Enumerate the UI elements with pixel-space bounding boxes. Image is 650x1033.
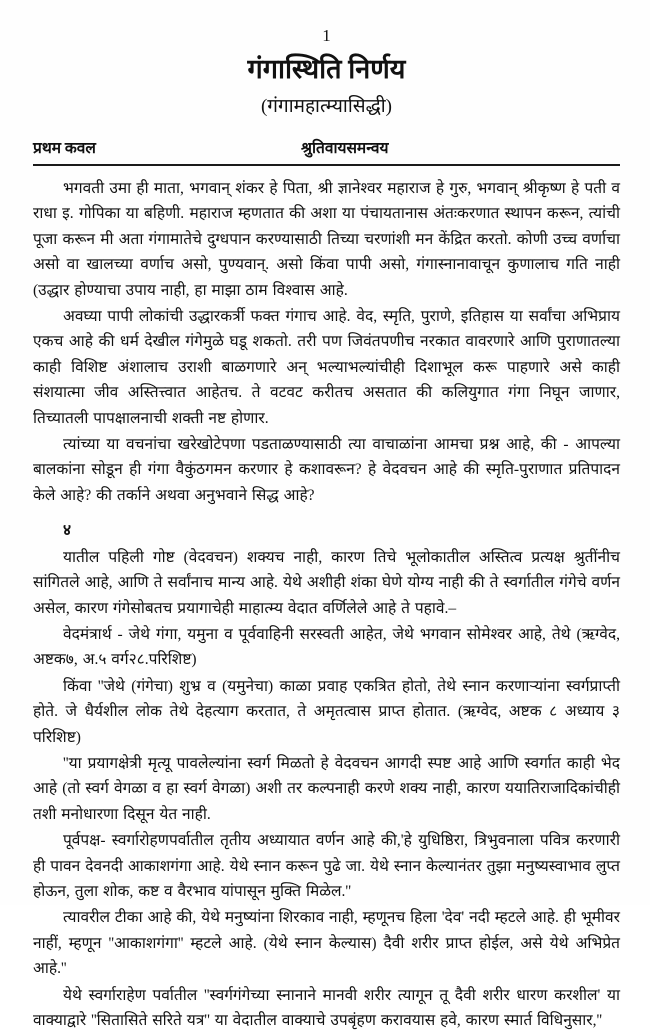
paragraph: किंवा ''जेथे (गंगेचा) शुभ्र व (यमुनेचा) काळा प्रवाह एकत्रित होतो, तेथे स्नान करणाऱ्यांना स्वर्गप्राप्ती होते. जे धैर्यशील लोक तेथे देहत्याग करतात, ते अमृतत्वास प्राप्त होतात. (ऋग्वेद, अष्टक ८ अध्याय ३ परिशिष्ट) bbox=[33, 677, 620, 746]
body-text bbox=[33, 176, 620, 1033]
paragraph: त्यांच्या या वचनांचा खरेखोटेपणा पडताळण्यासाठी त्या वाचाळांना आमचा प्रश्न आहे, की - आपल्या बालकांना सोडून ही गंगा वैकुंठगमन करणार हे कशावरून? हे वेदवचन आहे की स्मृति-पुराणात प्रतिपादन केले आहे? की तर्काने अथवा अनुभवाने सिद्ध आहे? bbox=[33, 436, 620, 504]
paragraph: वेदमंत्रार्थ - जेथे गंगा, यमुना व पूर्ववाहिनी सरस्वती आहेत, जेथे भगवान सोमेश्वर आहे, तेथे (ऋग्वेद, अष्टक७, अ.५ वर्ग२८.परिशिष्ट) bbox=[33, 625, 620, 669]
running-head bbox=[33, 136, 620, 158]
paragraph: येथे स्वर्गाराहेण पर्वातील ''स्वर्गगंगेच्या स्नानाने मानवी शरीर त्यागून तू दैवी शरीर धारण करशील' या वाक्याद्वारे ''सितासिते सरिते यत्र'' या वेदातील वाक्याचे उपबृंहण करावयास हवे, कारण स्मार्त विधिनुसार,'' bbox=[33, 986, 620, 1029]
section-number-marker: ४ bbox=[63, 522, 72, 540]
paragraph: भगवती उमा ही माता, भगवान् शंकर हे पिता, श्री ज्ञानेश्वर महाराज हे गुरु, भगवान् श्रीकृष्ण हे पती व राधा इ. गोपिका या बहिणी. महाराज म्हणतात की अशा या पंचायतानास अंतःकरणात स्थापन करून, त्यांची पूजा करून मी अता गंगामातेचे दुग्धपान करण्यासाठी तिच्या चरणांशी मन केंद्रित करतो. कोणी उच्च वर्णाचा असो वा खालच्या वर्णाच असो, पुण्यवान्. असो किंवा पापी असो, गंगास्नानावाचून कुणालाच गति नाही (उद्धार होण्याचा उपाय नाही, हा माझा ठाम विश्वास आहे. bbox=[33, 180, 620, 299]
paragraph: यातील पहिली गोष्ट (वेदवचन) शक्यच नाही, कारण तिचे भूलोकातील अस्तित्व प्रत्यक्ष श्रुतींनीच सांगितले आहे, आणि ते सर्वांनाच मान्य आहे. येथे अशीही शंका घेणे योग्य नाही की ते स्वर्गातील गंगेचे वर्णन असेल, कारण गंगेसोबतच प्रयागाचेही माहात्म्य वेदात वर्णिलेले आहे ते पहावे.– bbox=[33, 548, 620, 617]
running-head-center: श्रुतिवायसमन्वय bbox=[301, 140, 389, 157]
paragraph: अवघ्या पापी लोकांची उद्धारकर्त्री फक्त गंगाच आहे. वेद, स्मृति, पुराणे, इतिहास या सर्वांचा अभिप्राय एकच आहे की धर्म देखील गंगेमुळे घडू शकतो. तरी पण जिवंतपणीच नरकात वावरणारे आणि पुराणातल्या काही विशिष्ट अंशालाच उराशी बाळगणारे अन् भल्याभल्यांचीही दिशाभूल करू पाहणारे असे काही संशयात्मा जीव अस्तित्त्वात आहेतच. ते वटवट करीतच असतात की कलियुगात गंगा निघून जाणार, तिच्यातली पापक्षालनाची शक्ती नष्ट होणार. bbox=[33, 308, 620, 427]
paragraph: त्यावरील टीका आहे की, येथे मनुष्यांना शिरकाव नाही, म्हणूनच हिला 'देव' नदी म्हटले आहे. ही भूमीवर नाहीं, म्हणून ''आकाशगंगा'' म्हटले आहे. (येथे स्नान केल्यास) दैवी शरीर प्राप्त होईल, असे येथे अभिप्रेत आहे.'' bbox=[33, 909, 620, 978]
page-number: 1 bbox=[322, 26, 331, 45]
page-title: गंगास्थिति निर्णय bbox=[247, 54, 406, 84]
page-subtitle: (गंगामहात्म्यासिद्धी) bbox=[260, 96, 393, 117]
header-rule bbox=[33, 164, 620, 166]
running-head-left: प्रथम कवल bbox=[33, 140, 96, 157]
paragraph: पूर्वपक्ष- स्वर्गारोहणपर्वातील तृतीय अध्यायात वर्णन आहे की,'हे युधिष्ठिरा, त्रिभुवनाला पवित्र करणारी ही पावन देवनदी आकाशगंगा आहे. येथे स्नान करून पुढे जा. येथे स्नान केल्यानंतर तुझा मनुष्यस्वाभाव लुप्त होऊन, तुला शोक, कष्ट व वैरभाव यांपासून मुक्ति मिळेल.'' bbox=[33, 832, 620, 900]
paragraph: ''या प्रयागक्षेत्री मृत्यू पावलेल्यांना स्वर्ग मिळतो हे वेदवचन आगदी स्पष्ट आहे आणि स्वर्गात काही भेद आहे (तो स्वर्ग वेगळा व हा स्वर्ग वेगळा) अशी तर कल्पनाही करणे शक्य नाही, कारण ययातिराजादिकांचीही तशी मनोधारणा दिसून येत नाही. bbox=[33, 754, 620, 823]
